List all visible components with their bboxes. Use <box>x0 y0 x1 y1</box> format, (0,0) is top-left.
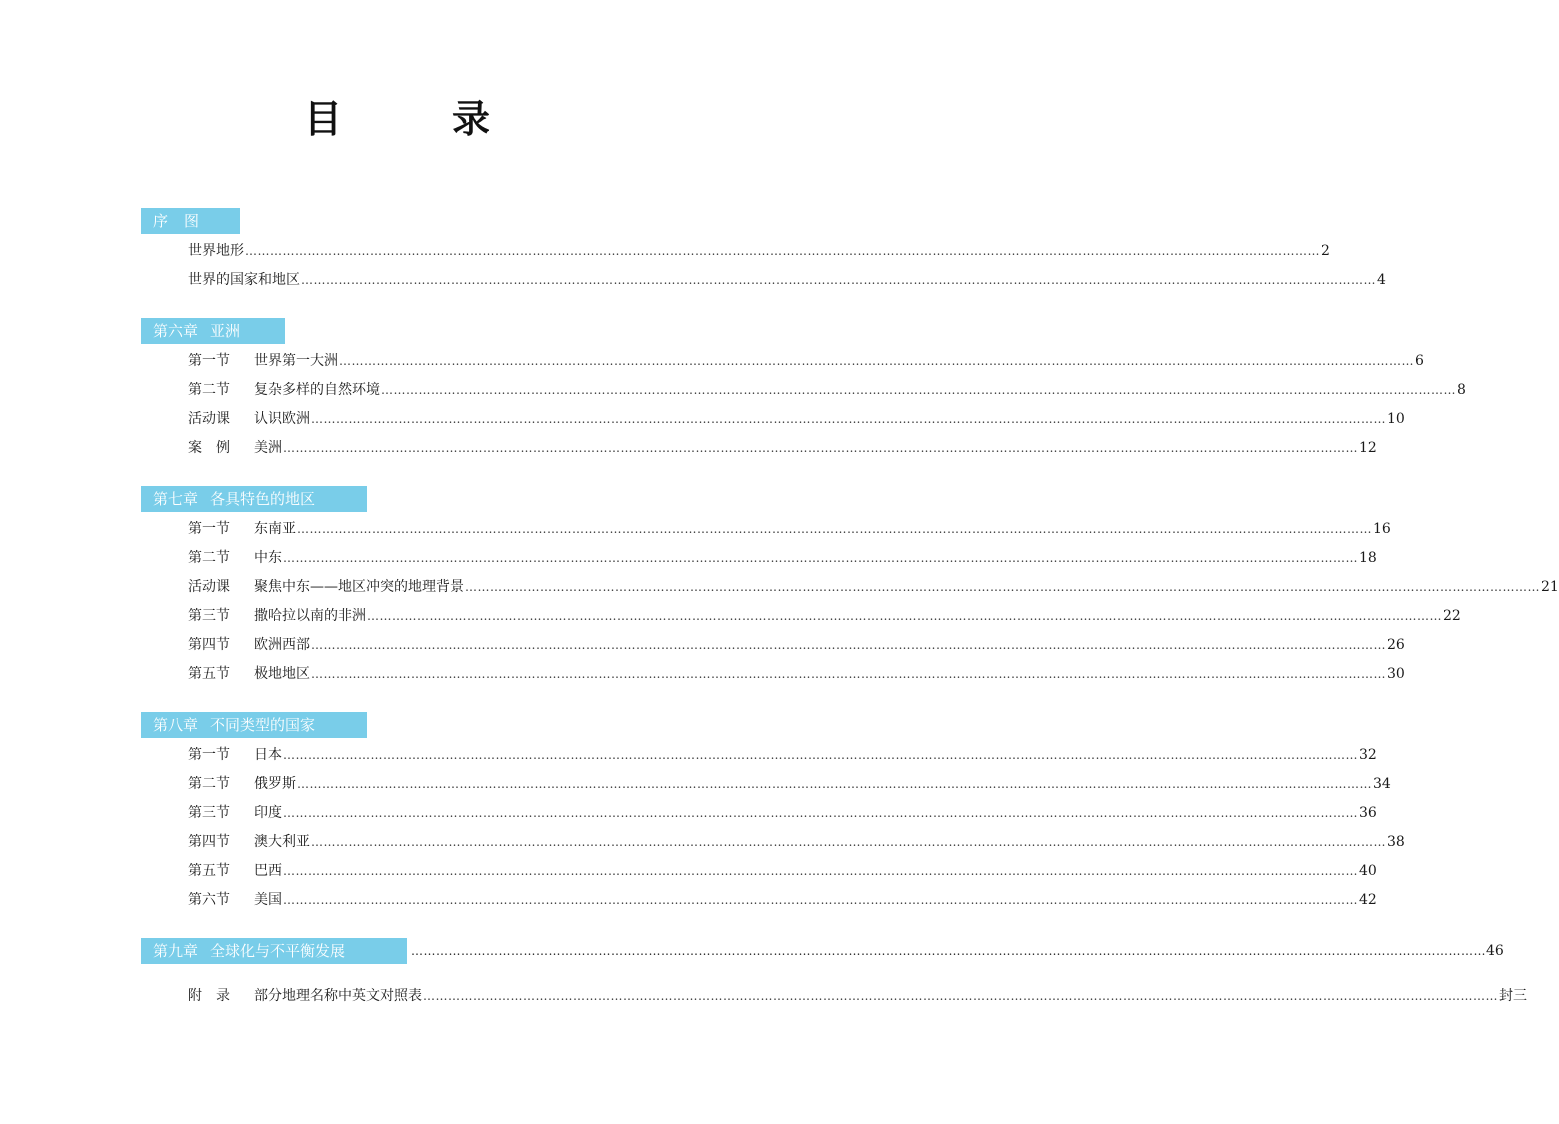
toc-entry[interactable] <box>141 544 1377 573</box>
entry-label: 第二节 <box>188 550 230 566</box>
page-number: 26 <box>1387 637 1405 653</box>
entry-label: 第一节 <box>188 521 230 537</box>
leader-dots: …………………………………………………………………………………………………………………………………………………………………………………………………………………………………… <box>283 893 1358 907</box>
entry-title: 巴西 <box>254 863 282 879</box>
leader-dots: …………………………………………………………………………………………………………………………………………………………………………………………………………………………………… <box>283 864 1358 878</box>
section-chapter-9[interactable] <box>141 938 1504 964</box>
leader-dots: …………………………………………………………………………………………………………………………………………………………………………………………………………………………………… <box>381 383 1456 397</box>
leader-dots: …………………………………………………………………………………………………………………………………………………………………………………………………………………………………… <box>297 777 1372 791</box>
leader-dots: …………………………………………………………………………………………………………………………………………………………………………………………………………………………………… <box>311 638 1386 652</box>
toc-entry[interactable] <box>141 828 1405 857</box>
section-header[interactable] <box>141 712 367 738</box>
toc-entry[interactable] <box>141 857 1377 886</box>
section-header[interactable] <box>141 318 285 344</box>
entry-label: 第六节 <box>188 892 230 908</box>
entry-title: 复杂多样的自然环境 <box>254 382 380 398</box>
section-header[interactable] <box>141 486 367 512</box>
toc-entry[interactable] <box>141 237 1330 266</box>
page-number: 42 <box>1359 892 1377 908</box>
page-number: 22 <box>1443 608 1461 624</box>
toc-entry[interactable] <box>141 347 1424 376</box>
entry-title: 世界第一大洲 <box>254 353 338 369</box>
toc-entry[interactable] <box>141 982 1527 1011</box>
toc-entry[interactable] <box>141 799 1377 828</box>
entry-title: 部分地理名称中英文对照表 <box>254 988 422 1004</box>
leader-dots: …………………………………………………………………………………………………………………………………………………………………………………………………………………………………… <box>423 989 1498 1003</box>
toc-entry[interactable] <box>141 376 1466 405</box>
section-preface <box>141 208 1386 295</box>
page-number: 36 <box>1359 805 1377 821</box>
entry-label: 第一节 <box>188 747 230 763</box>
section-appendix <box>141 982 1527 1011</box>
entry-title: 欧洲西部 <box>254 637 310 653</box>
section-label: 第八章 <box>153 716 199 734</box>
toc-entry[interactable] <box>141 741 1377 770</box>
section-title: 全球化与不平衡发展 <box>210 942 346 960</box>
entry-label: 第一节 <box>188 353 230 369</box>
page-number: 30 <box>1387 666 1405 682</box>
toc-entry[interactable] <box>141 631 1405 660</box>
entry-label: 第五节 <box>188 666 230 682</box>
page-number: 38 <box>1387 834 1405 850</box>
entry-label: 第三节 <box>188 805 230 821</box>
entry-title: 聚焦中东——地区冲突的地理背景 <box>254 579 464 595</box>
page-number: 18 <box>1359 550 1377 566</box>
toc-entry[interactable] <box>141 515 1391 544</box>
leader-dots: …………………………………………………………………………………………………………………………………………………………………………………………………………………………………… <box>311 412 1386 426</box>
entry-label: 第四节 <box>188 834 230 850</box>
entry-title: 美国 <box>254 892 282 908</box>
page-number: 32 <box>1359 747 1377 763</box>
entry-title: 世界的国家和地区 <box>188 272 300 288</box>
section-label: 第九章 <box>153 942 199 960</box>
section-label: 序 <box>153 212 169 230</box>
entry-title: 中东 <box>254 550 282 566</box>
leader-dots: …………………………………………………………………………………………………………………………………………………………………………………………………………………………………… <box>283 748 1358 762</box>
entry-title: 撒哈拉以南的非洲 <box>254 608 366 624</box>
page-number: 2 <box>1321 243 1330 259</box>
page-number: 34 <box>1373 776 1391 792</box>
entry-label: 第五节 <box>188 863 230 879</box>
toc-entry[interactable] <box>141 602 1461 631</box>
section-chapter-6 <box>141 318 1466 463</box>
leader-dots: …………………………………………………………………………………………………………………………………………………………………………………………………………………………………… <box>465 580 1540 594</box>
leader-dots: …………………………………………………………………………………………………………………………………………………………………………………………………………………………………… <box>245 244 1320 258</box>
entry-label: 第二节 <box>188 382 230 398</box>
entry-label: 第三节 <box>188 608 230 624</box>
leader-dots: …………………………………………………………………………………………………………………………………………………………………………………………………………………………………… <box>283 551 1358 565</box>
entry-title: 日本 <box>254 747 282 763</box>
section-chapter-8 <box>141 712 1405 915</box>
page-number: 10 <box>1387 411 1405 427</box>
toc-entry[interactable] <box>141 886 1377 915</box>
toc-entry[interactable] <box>141 434 1377 463</box>
entry-title: 极地地区 <box>254 666 310 682</box>
section-title: 图 <box>184 212 200 230</box>
entry-title: 世界地形 <box>188 243 244 259</box>
page-number: 40 <box>1359 863 1377 879</box>
entry-label: 第四节 <box>188 637 230 653</box>
entry-label: 活动课 <box>188 579 230 595</box>
leader-dots: …………………………………………………………………………………………………………………………………………………………………………………………………………………………………… <box>311 835 1386 849</box>
section-title: 各具特色的地区 <box>210 490 316 508</box>
page-number: 8 <box>1457 382 1466 398</box>
leader-dots: …………………………………………………………………………………………………………………………………………………………………………………………………………………………………… <box>367 609 1442 623</box>
page-number: 12 <box>1359 440 1377 456</box>
entry-title: 印度 <box>254 805 282 821</box>
leader-dots: …………………………………………………………………………………………………………………………………………………………………………………………………………………………………… <box>339 354 1414 368</box>
entry-label: 案 例 <box>188 440 230 456</box>
toc-entry[interactable] <box>141 660 1405 689</box>
toc-entry[interactable] <box>141 405 1405 434</box>
section-label: 第六章 <box>153 322 199 340</box>
section-header[interactable] <box>141 208 240 234</box>
entry-label: 附 录 <box>188 988 230 1004</box>
entry-title: 认识欧洲 <box>254 411 310 427</box>
page-title: 目 录 <box>303 96 526 141</box>
section-header[interactable] <box>141 938 407 964</box>
leader-dots: …………………………………………………………………………………………………………………………………………………………………………………………………………………………………… <box>283 806 1358 820</box>
page-number: 16 <box>1373 521 1391 537</box>
page-number: 6 <box>1415 353 1424 369</box>
section-chapter-7 <box>141 486 1559 689</box>
page-number: 封三 <box>1499 988 1527 1004</box>
page-number: 4 <box>1377 272 1386 288</box>
entry-title: 俄罗斯 <box>254 776 296 792</box>
toc-entry[interactable] <box>141 266 1386 295</box>
toc-entry[interactable] <box>141 573 1559 602</box>
page-number: 46 <box>1486 943 1504 959</box>
entry-title: 美洲 <box>254 440 282 456</box>
leader-dots: …………………………………………………………………………………………………………………………………………………………………………………………………………………………………… <box>411 944 1486 958</box>
section-label: 第七章 <box>153 490 199 508</box>
leader-dots: …………………………………………………………………………………………………………………………………………………………………………………………………………………………………… <box>311 667 1386 681</box>
section-title: 亚洲 <box>210 322 241 340</box>
leader-dots: …………………………………………………………………………………………………………………………………………………………………………………………………………………………………… <box>297 522 1372 536</box>
toc-entry[interactable] <box>141 770 1391 799</box>
entry-label: 活动课 <box>188 411 230 427</box>
section-title: 不同类型的国家 <box>210 716 316 734</box>
page-number: 21 <box>1541 579 1559 595</box>
entry-title: 澳大利亚 <box>254 834 310 850</box>
leader-dots: …………………………………………………………………………………………………………………………………………………………………………………………………………………………………… <box>301 273 1376 287</box>
leader-dots: …………………………………………………………………………………………………………………………………………………………………………………………………………………………………… <box>283 441 1358 455</box>
entry-title: 东南亚 <box>254 521 296 537</box>
entry-label: 第二节 <box>188 776 230 792</box>
